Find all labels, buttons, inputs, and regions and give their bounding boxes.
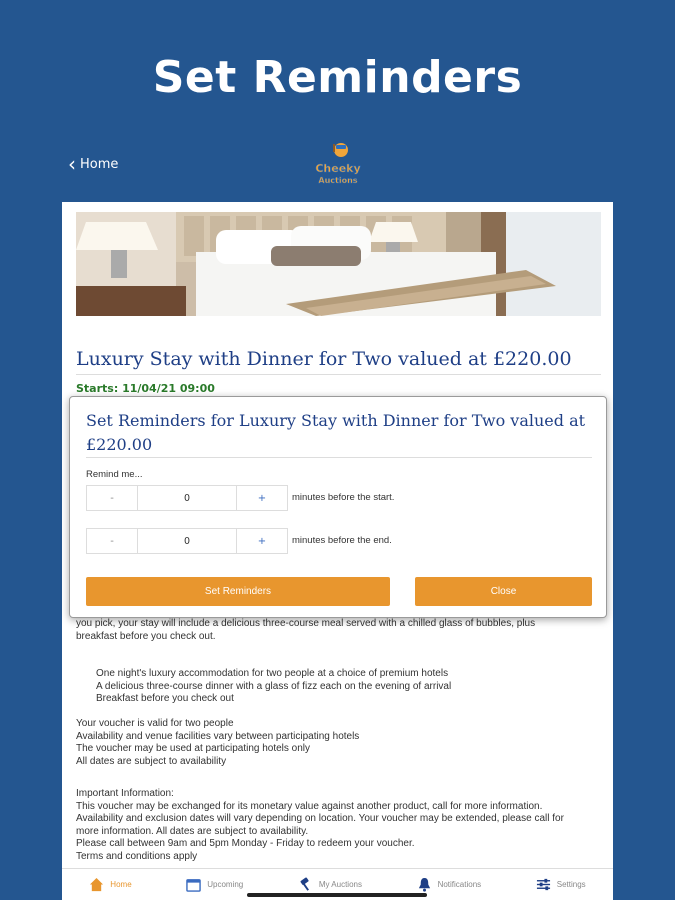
description-line: you pick, your stay will include a delicious three-course meal served with a chilled glass of bubbles, plus [76,618,536,629]
remind-label: Remind me... [86,469,143,480]
starts-label: Starts: [76,382,119,395]
increment-button[interactable]: + [257,535,267,547]
tab-home[interactable] [89,877,131,892]
list-item: Breakfast before you check out [96,693,234,704]
set-reminders-dialog [69,396,607,618]
list-item: A delicious three-course dinner with a glass of fizz each on the evening of arrival [96,680,452,692]
tab-upcoming[interactable] [186,877,243,892]
tab-settings[interactable] [536,877,586,892]
list-item: Your voucher is valid for two people [76,718,234,729]
dialog-divider [86,457,592,458]
listing-title: Luxury Stay with Dinner for Two valued at £220.00 [76,348,572,370]
feature-list [96,668,613,706]
tab-notifications[interactable] [417,877,482,892]
back-button[interactable] [68,152,119,176]
list-item: Terms and conditions apply [76,850,198,862]
svg-text:Auctions: Auctions [318,176,358,185]
end-minutes-value[interactable]: 0 [137,529,237,553]
start-minutes-stepper [86,485,288,511]
tab-label: My Auctions [318,880,362,889]
hotel-room-image [76,212,601,316]
svg-text:Cheeky: Cheeky [315,162,361,175]
list-item: Availability and exclusion dates will vary depending on location. Your voucher may be extended, please call for [76,813,564,824]
list-item: more information. All dates are subject to availability. [76,825,309,837]
end-caption: minutes before the end. [292,535,392,546]
list-item: Availability and venue facilities vary between participating hotels [76,730,360,742]
important-info [76,788,606,863]
list-item: The voucher may be used at participating hotels only [76,743,311,754]
description-line: breakfast before you check out. [76,630,216,642]
decrement-button[interactable]: - [110,492,114,504]
chevron-left-icon: ‹ [68,152,76,176]
start-time [76,382,215,395]
tab-label: Notifications [437,880,482,889]
tab-label: Upcoming [207,880,244,889]
sliders-icon [536,877,551,892]
set-reminders-button[interactable]: Set Reminders [86,577,390,606]
home-indicator [247,893,427,897]
list-item: This voucher may be exchanged for its monetary value against another product, call for more information. [76,800,543,812]
promo-title: Set Reminders [152,52,523,103]
tab-label: Home [110,880,132,889]
bell-icon [417,877,432,892]
end-minutes-stepper [86,528,288,554]
list-item: One night's luxury accommodation for two people at a choice of premium hotels [96,668,449,679]
close-button[interactable]: Close [415,577,592,606]
starts-value: 11/04/21 09:00 [122,382,215,395]
terms-list [76,718,606,768]
list-item: Please call between 9am and 5pm Monday - Friday to redeem your voucher. [76,838,415,849]
dialog-title: Set Reminders for Luxury Stay with Dinner for Two valued at £220.00 [86,411,586,454]
start-minutes-value[interactable]: 0 [137,486,237,510]
description-text [76,618,606,643]
gavel-icon [298,877,313,892]
cheeky-auctions-logo [312,140,364,188]
important-heading: Important Information: [76,788,174,799]
start-caption: minutes before the start. [292,492,395,503]
list-item: All dates are subject to availability [76,755,227,767]
home-icon [89,877,104,892]
tab-label: Settings [556,880,586,889]
increment-button[interactable]: + [257,492,267,504]
back-label: Home [80,156,119,172]
tab-my-auctions[interactable] [298,877,362,892]
decrement-button[interactable]: - [110,535,114,547]
title-divider [76,374,601,375]
calendar-icon [186,877,201,892]
